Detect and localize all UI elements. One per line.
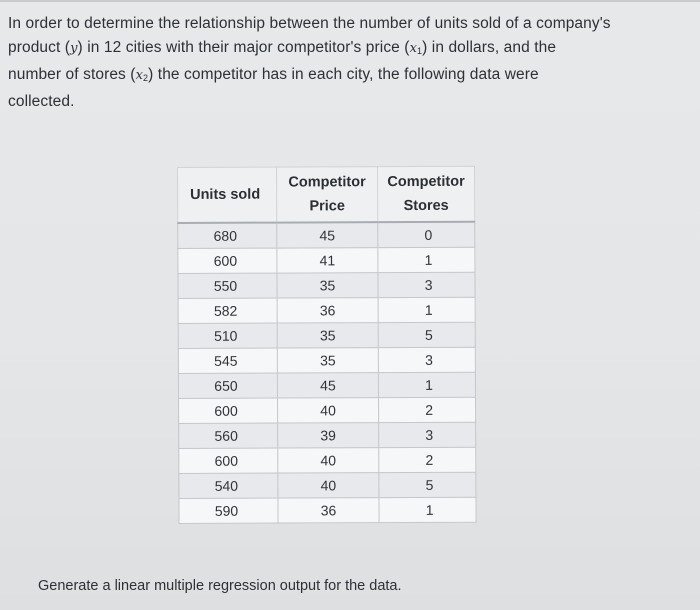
cell-units-sold: 680 (178, 223, 277, 249)
cell-competitor-stores: 3 (378, 347, 475, 372)
table-row (178, 372, 475, 398)
intro-line-1: In order to determine the relationship between the number of units sold of a company's (8, 15, 611, 32)
cell-competitor-stores: 3 (379, 422, 476, 447)
var-x1-subscript: 1 (417, 46, 423, 56)
data-table-container (177, 166, 477, 524)
var-y: y (70, 41, 78, 56)
cell-competitor-stores: 0 (378, 222, 475, 248)
table-row (179, 472, 476, 498)
cell-competitor-stores: 3 (378, 272, 475, 297)
header-competitor-stores: Competitor Stores (378, 166, 475, 222)
data-table (177, 166, 477, 524)
cell-units-sold: 600 (178, 248, 277, 273)
cell-units-sold: 545 (178, 348, 277, 373)
intro-line-3-a: number of stores ( (8, 66, 136, 83)
cell-competitor-price: 36 (278, 498, 379, 523)
table-row (178, 322, 475, 348)
table-body (178, 222, 476, 524)
intro-line-3-b: ) the competitor has in each city, the following data were (148, 66, 539, 83)
cell-units-sold: 650 (178, 373, 277, 398)
cell-competitor-stores: 1 (378, 372, 475, 397)
cell-competitor-price: 40 (278, 398, 379, 423)
cell-competitor-price: 35 (277, 348, 378, 373)
var-x1: x (409, 41, 418, 56)
table-row (179, 447, 476, 473)
header-competitor-price: Competitor Price (277, 167, 378, 223)
cell-competitor-stores: 5 (378, 322, 475, 347)
cell-competitor-stores: 2 (379, 447, 476, 472)
intro-line-4: collected. (8, 93, 75, 110)
table-row (178, 347, 475, 373)
cell-competitor-price: 40 (278, 473, 379, 498)
cell-competitor-stores: 5 (379, 472, 476, 497)
table-header-row (178, 166, 475, 223)
cell-units-sold: 582 (178, 298, 277, 323)
table-row (178, 247, 475, 273)
cell-units-sold: 600 (179, 448, 278, 473)
cell-competitor-price: 36 (277, 298, 378, 323)
cell-units-sold: 560 (179, 423, 278, 448)
cell-competitor-stores: 1 (378, 297, 475, 322)
cell-units-sold: 590 (179, 498, 278, 523)
header-units-sold: Units sold (178, 167, 277, 223)
intro-line-2-a: product ( (8, 39, 71, 56)
table-row (179, 397, 476, 423)
var-x2: x (135, 68, 144, 83)
table-row (179, 422, 476, 448)
intro-line-2-c: ) in dollars, and the (422, 39, 557, 56)
cell-competitor-price: 45 (277, 222, 378, 248)
table-row (178, 222, 475, 249)
cell-competitor-price: 35 (277, 323, 378, 348)
task-instruction: Generate a linear multiple regression output for the data. (38, 578, 402, 594)
cell-competitor-price: 45 (277, 373, 378, 398)
cell-competitor-stores: 2 (379, 397, 476, 422)
cell-competitor-price: 35 (277, 273, 378, 298)
var-x2-subscript: 2 (143, 73, 149, 83)
cell-competitor-price: 39 (278, 423, 379, 448)
table-row (178, 272, 475, 298)
cell-competitor-price: 41 (277, 248, 378, 273)
table-row (178, 297, 475, 323)
cell-competitor-stores: 1 (378, 247, 475, 272)
cell-units-sold: 600 (179, 398, 278, 423)
top-divider (0, 0, 700, 2)
cell-units-sold: 550 (178, 273, 277, 298)
cell-competitor-price: 40 (278, 448, 379, 473)
problem-statement (8, 12, 648, 114)
cell-units-sold: 510 (178, 323, 277, 348)
table-row (179, 497, 476, 523)
intro-line-2-b: ) in 12 cities with their major competitor's price ( (77, 39, 410, 56)
cell-units-sold: 540 (179, 473, 278, 498)
cell-competitor-stores: 1 (379, 497, 476, 522)
